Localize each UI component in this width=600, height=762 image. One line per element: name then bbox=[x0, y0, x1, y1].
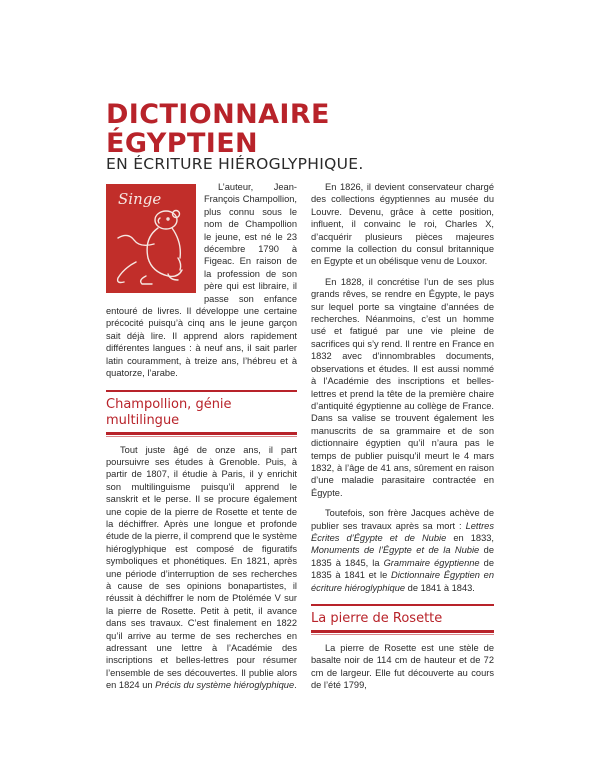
paragraph-1828: En 1828, il concrétise l’un de ses plus grands rêves, se rendre en Égypte, le pays sur lequel porte sa vingtaine d’années de recherches. Néanmoins, c’est un homme usé et fatigué par une vie pleine de sacrifices qui s’y rend. Il rentre en France en 1832 avec d’innombrables documents, observations et études. Il est aussi nommé à l’Académie des inscriptions et belles-lettres et prend la tête de la première chaire d’antiquité égyptienne au collège de France. Dans sa valise se trouvent également les manuscrits de sa grammaire et de son dictionnaire égyptien qu’il n’aura pas le temps de publier puisqu’il meurt le 4 mars 1832, à l’âge de 41 ans, sûrement en raison d’une maladie parasitaire contractée en Égypte. bbox=[311, 276, 494, 498]
section-rule-bottom bbox=[311, 630, 494, 633]
p3-text-b: en 1833, bbox=[453, 532, 494, 543]
section-rule-top bbox=[106, 390, 297, 392]
section-header-rosette bbox=[311, 604, 494, 633]
monkey-icon bbox=[106, 184, 196, 293]
p3-text-c: de 1835 à 1845, la bbox=[311, 545, 494, 568]
title-line-1: DICTIONNAIRE bbox=[106, 99, 330, 130]
monkey-illustration bbox=[106, 184, 196, 293]
body-end: . bbox=[294, 680, 297, 691]
body-paragraph bbox=[106, 444, 297, 692]
page-title bbox=[106, 100, 330, 158]
page-subtitle: EN ÉCRITURE HIÉROGLYPHIQUE. bbox=[106, 155, 364, 173]
title-line-2: ÉGYPTIEN bbox=[106, 128, 259, 159]
p3-text-e: de 1841 à 1843. bbox=[407, 582, 475, 593]
section-header-champollion bbox=[106, 390, 297, 435]
p3-text-a: Toutefois, son frère Jacques achève de publier ses travaux après sa mort : bbox=[311, 508, 494, 531]
paragraph-rosette: La pierre de Rosette est une stèle de basalte noir de 114 cm de hauteur et de 72 cm de largeur. Elle fut découverte au cours de l’été 1799, bbox=[311, 643, 494, 691]
book-title-monuments: Monuments de l’Égypte et de la Nubie bbox=[311, 545, 480, 556]
book-title-lettres: Lettres Écrites d’Égypte et de Nubie bbox=[311, 520, 494, 543]
section-title-champollion: Champollion, génie multilingue bbox=[106, 396, 232, 428]
section-title-rosette: La pierre de Rosette bbox=[311, 611, 443, 626]
section-rule-top bbox=[311, 604, 494, 606]
right-column bbox=[311, 181, 494, 692]
book-title-precis: Précis du système hiéroglyphique bbox=[155, 680, 295, 691]
body-text: Tout juste âgé de onze ans, il part poursuivre ses études à Grenoble. Puis, à partir de 1807, il étudie à Paris, il y enrichit son multilinguisme puisqu’il apprend le sanskrit et le perse. Il se procure également une copie de la pierre de Rosette et tente de la déchiffrer. Après une longue et profonde étude de la pierre, il comprend que le système hiéroglyphique est composé de figuratifs symboliques et phonétiques. En 1821, après une période d’interruption de ses recherches à cause de ses opinions bonapartistes, il réussit à déchiffrer le nom de Ptolémée V sur la pierre de Rosette. Petit à petit, il avance dans ses travaux. C’est finalement en 1822 qu’il arrive au terme de ses recherches en adressant une lettre à l’Académie des inscriptions et belles-lettres pour résumer l’ensemble de ses découvertes. Il publie alors en 1824 un bbox=[106, 444, 297, 691]
figure-caption-word: Singe bbox=[118, 190, 162, 208]
paragraph-1826: En 1826, il devient conservateur chargé des collections égyptiennes au musée du Louvre. Devenu, grâce à cette position, influent, il convainc le roi, Charles X, d’acquérir plusieurs pièces majeures comme la collection du consul britannique en Egypte et un obélisque venu de Louxor. bbox=[311, 182, 494, 267]
p3-text-d: de 1835 à 1841 et le bbox=[311, 557, 495, 581]
intro-paragraph: L’auteur, Jean-François Champollion, plus connu sous le nom de Champollion le jeune, est né le 23 décembre 1790 à Figeac. En raison de la profession de son père qui est libraire, il passe son enfance entouré de livres. Il développe une certaine précocité puisqu’à cinq ans le jeune garçon sait déjà lire. Il apprend alors rapidement différentes langues : à neuf ans, il sait parler latin couramment, à treize ans, l’hébreu et à quatorze, l’arabe. bbox=[106, 182, 297, 379]
book-title-dictionnaire: Dictionnaire Égyptien en écriture hiéroglyphique bbox=[311, 570, 494, 593]
section-rule-bottom bbox=[106, 432, 297, 435]
left-column bbox=[106, 181, 297, 692]
book-title-grammaire: Grammaire égyptienne bbox=[383, 557, 480, 568]
paragraph-publications bbox=[311, 507, 494, 594]
